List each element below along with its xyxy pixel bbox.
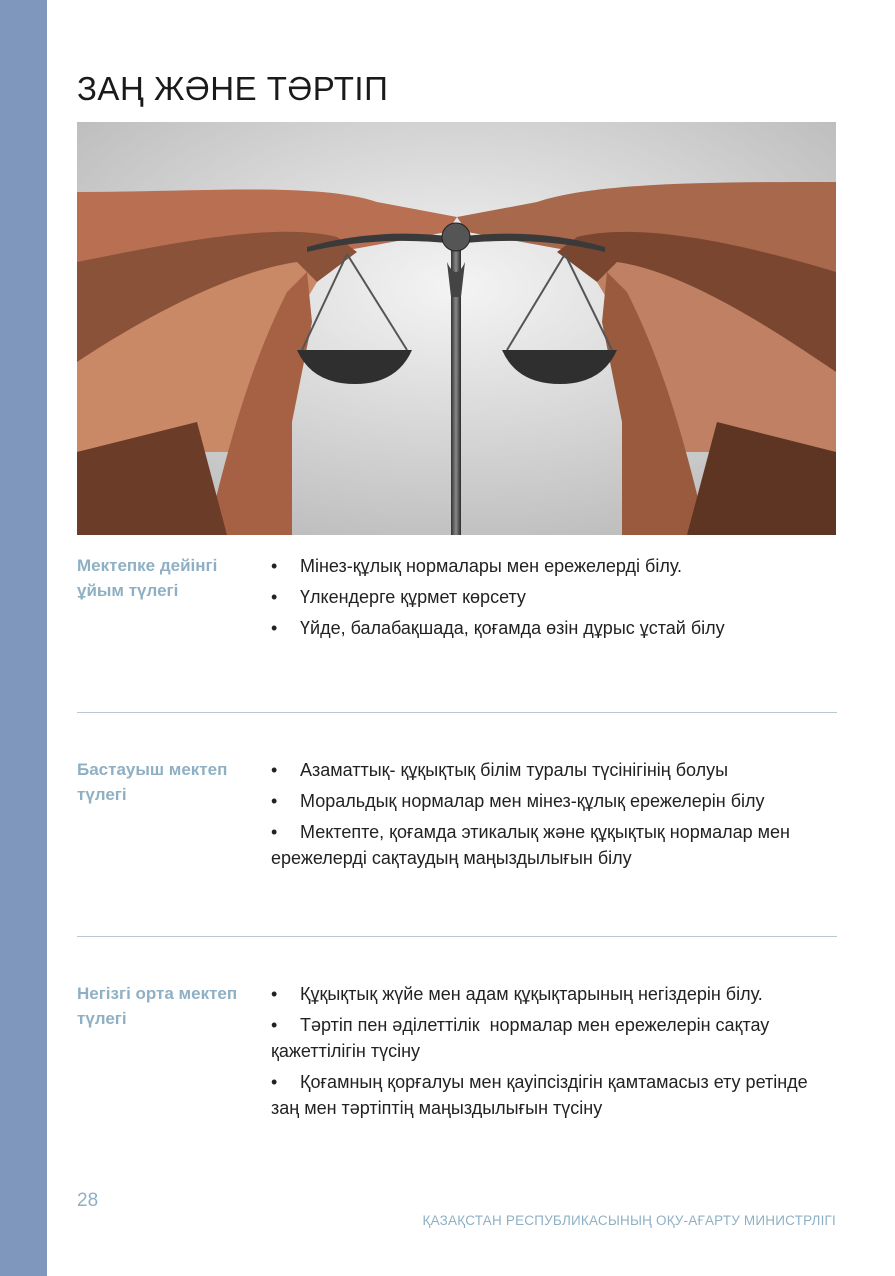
bullet-list: [271, 757, 831, 876]
bullet-icon: •: [271, 822, 278, 842]
section-label: Бастауыш мектеп түлегі: [77, 760, 228, 804]
bullet-icon: •: [271, 587, 278, 607]
bullet-icon: •: [271, 760, 278, 780]
page-number: 28: [77, 1190, 99, 1211]
list-item: • Моральдық нормалар мен мінез-құлық ережелерін білу: [271, 788, 831, 814]
list-item: • Азаматтық- құқықтық білім туралы түсінігінің болуы: [271, 757, 831, 783]
bullet-icon: •: [271, 618, 278, 638]
bullet-list: [271, 981, 831, 1126]
list-item: • Үлкендерге құрмет көрсету: [271, 584, 831, 610]
bullet-icon: •: [271, 984, 278, 1004]
list-item: • Тәртіп пен әділеттілік нормалар мен ережелерін сақтау қажеттілігін түсіну: [271, 1012, 831, 1064]
divider: [77, 936, 837, 937]
list-item: • Үйде, балабақшада, қоғамда өзін дұрыс ұстай білу: [271, 615, 831, 641]
bullet-icon: •: [271, 1015, 278, 1035]
list-item: • Мектепте, қоғамда этикалық және құқықтық нормалар мен ережелерді сақтаудың маңыздылығын білу: [271, 819, 831, 871]
bullet-list: [271, 553, 831, 646]
list-item: • Мінез-құлық нормалары мен ережелерді білу.: [271, 553, 831, 579]
section-label: Негізгі орта мектеп түлегі: [77, 984, 238, 1028]
footer-ministry: ҚАЗАҚСТАН РЕСПУБЛИКАСЫНЫҢ ОҚУ-АҒАРТУ МИНИСТРЛІГІ: [422, 1213, 836, 1228]
bullet-icon: •: [271, 556, 278, 576]
list-item: • Қоғамның қорғалуы мен қауіпсіздігін қамтамасыз ету ретінде заң мен тәртіптің маңыздылығын түсіну: [271, 1069, 831, 1121]
page-title: ЗАҢ ЖӘНЕ ТӘРТІП: [77, 70, 389, 107]
scales-of-justice-photo: [77, 122, 836, 535]
section-label: Мектепке дейінгі ұйым түлегі: [77, 556, 218, 600]
bullet-icon: •: [271, 1072, 278, 1092]
divider: [77, 712, 837, 713]
list-item: • Құқықтық жүйе мен адам құқықтарының негіздерін білу.: [271, 981, 831, 1007]
bullet-icon: •: [271, 791, 278, 811]
sidebar-accent-bar: [0, 0, 47, 1276]
